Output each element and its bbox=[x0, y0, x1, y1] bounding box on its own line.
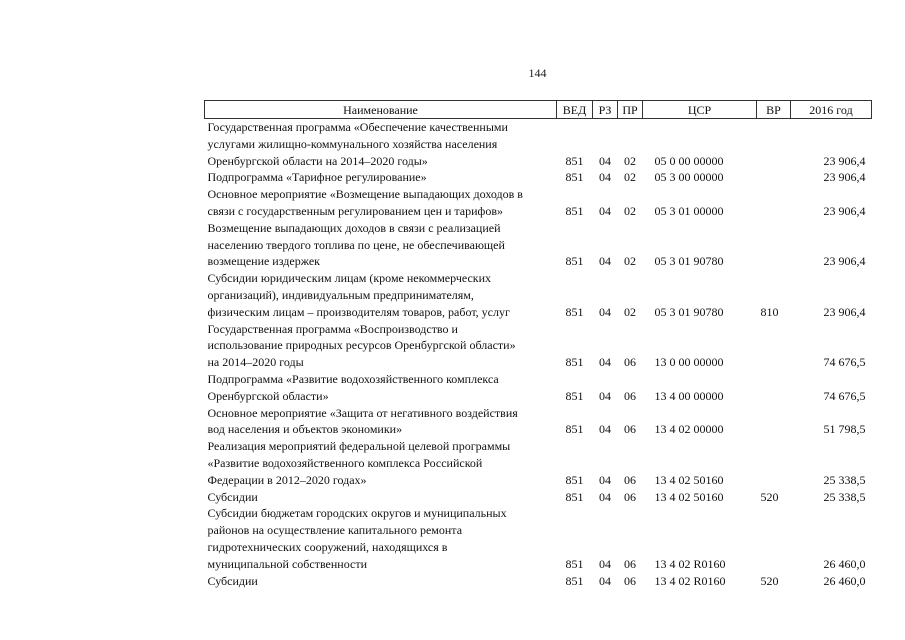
row-name-line: Основное мероприятие «Защита от негативного воздействия bbox=[207, 405, 518, 420]
header-year: 2016 год bbox=[791, 101, 872, 119]
row-ved: 851 bbox=[565, 254, 584, 269]
row-name-line: Государственная программа «Обеспечение качественными bbox=[207, 120, 508, 134]
row-vr bbox=[757, 119, 791, 170]
row-name-line: Реализация мероприятий федеральной целевой программы bbox=[207, 439, 511, 454]
row-name bbox=[205, 371, 557, 405]
row-pr: 06 bbox=[624, 472, 636, 487]
row-csr: 13 4 00 00000 bbox=[654, 388, 724, 403]
row-name-line: Оренбургской области» bbox=[207, 388, 329, 403]
row-name bbox=[205, 505, 557, 572]
row-name-line: Оренбургской области на 2014–2020 годы» bbox=[207, 153, 428, 168]
row-rz: 04 bbox=[599, 304, 611, 319]
table-body bbox=[205, 119, 872, 590]
table-row bbox=[205, 371, 872, 405]
table-header-row bbox=[205, 101, 872, 119]
row-vr bbox=[757, 169, 791, 186]
row-ved: 851 bbox=[565, 388, 584, 403]
row-name-line: услугами жилищно-коммунального хозяйства населения bbox=[207, 136, 498, 151]
row-name bbox=[205, 220, 557, 270]
row-ved: 851 bbox=[565, 472, 584, 487]
row-rz: 04 bbox=[599, 170, 611, 185]
row-vr: 520 bbox=[760, 573, 779, 588]
row-name bbox=[205, 405, 557, 439]
row-pr: 06 bbox=[624, 422, 636, 437]
row-name-line: возмещение издержек bbox=[207, 254, 320, 269]
row-csr: 13 4 02 50160 bbox=[654, 472, 724, 487]
row-rz: 04 bbox=[599, 388, 611, 403]
row-pr: 02 bbox=[624, 254, 636, 269]
row-vr bbox=[757, 371, 791, 405]
header-pr: ПР bbox=[618, 101, 643, 119]
table-row bbox=[205, 505, 872, 572]
row-rz: 04 bbox=[599, 573, 611, 588]
table-row bbox=[205, 438, 872, 488]
row-name-line: Основное мероприятие «Возмещение выпадающих доходов в bbox=[207, 187, 523, 202]
row-ved: 851 bbox=[565, 489, 584, 504]
row-pr: 02 bbox=[624, 170, 636, 185]
row-csr: 05 3 01 90780 bbox=[654, 304, 724, 319]
header-vr: ВР bbox=[757, 101, 791, 119]
row-name-line: Федерации в 2012–2020 годах» bbox=[207, 472, 367, 487]
row-vr bbox=[757, 438, 791, 488]
header-rz: РЗ bbox=[593, 101, 618, 119]
row-sum: 51 798,5 bbox=[823, 422, 866, 437]
row-pr: 02 bbox=[624, 153, 636, 168]
row-vr bbox=[757, 220, 791, 270]
row-name-line: Подпрограмма «Тарифное регулирование» bbox=[207, 170, 427, 185]
row-csr: 13 4 02 50160 bbox=[654, 489, 724, 504]
row-ved: 851 bbox=[565, 355, 584, 370]
table-row bbox=[205, 270, 872, 320]
row-vr: 810 bbox=[760, 304, 779, 319]
row-name-line: населению твердого топлива по цене, не обеспечивающей bbox=[207, 237, 505, 252]
row-name-line: физическим лицам – производителям товаров, работ, услуг bbox=[207, 304, 510, 319]
row-name-line: на 2014–2020 годы bbox=[207, 355, 304, 370]
row-name bbox=[205, 186, 557, 220]
row-sum: 23 906,4 bbox=[823, 254, 866, 269]
row-ved: 851 bbox=[565, 422, 584, 437]
row-csr: 05 0 00 00000 bbox=[654, 153, 724, 168]
row-name-line: Подпрограмма «Развитие водохозяйственного комплекса bbox=[207, 371, 499, 386]
row-csr: 13 4 02 R0160 bbox=[654, 556, 726, 571]
row-ved: 851 bbox=[565, 304, 584, 319]
row-ved: 851 bbox=[565, 203, 584, 218]
row-sum: 23 906,4 bbox=[823, 203, 866, 218]
row-name-line: связи с государственным регулированием цен и тарифов» bbox=[207, 203, 503, 218]
row-name-line: Государственная программа «Воспроизводство и bbox=[207, 321, 458, 336]
row-csr: 05 3 00 00000 bbox=[654, 170, 724, 185]
row-csr: 13 4 02 R0160 bbox=[654, 573, 726, 588]
row-name-line: Субсидии bbox=[207, 489, 258, 504]
row-sum: 74 676,5 bbox=[823, 388, 866, 403]
row-csr: 13 4 02 00000 bbox=[654, 422, 724, 437]
row-rz: 04 bbox=[599, 254, 611, 269]
table-row bbox=[205, 186, 872, 220]
row-vr bbox=[757, 405, 791, 439]
page-number: 144 bbox=[528, 66, 547, 80]
row-name bbox=[205, 119, 557, 170]
row-ved: 851 bbox=[565, 573, 584, 588]
table-header bbox=[205, 101, 872, 119]
row-rz: 04 bbox=[599, 489, 611, 504]
row-name-line: гидротехнических сооружений, находящихся в bbox=[207, 539, 448, 554]
row-csr: 05 3 01 00000 bbox=[654, 203, 724, 218]
row-vr: 520 bbox=[760, 489, 779, 504]
row-sum: 74 676,5 bbox=[823, 355, 866, 370]
header-name: Наименование bbox=[205, 101, 557, 119]
row-vr bbox=[757, 321, 791, 371]
row-name bbox=[205, 321, 557, 371]
table-row bbox=[205, 405, 872, 439]
table-row bbox=[205, 573, 872, 590]
row-pr: 06 bbox=[624, 489, 636, 504]
header-ved: ВЕД bbox=[557, 101, 593, 119]
row-pr: 06 bbox=[624, 556, 636, 571]
row-sum: 23 906,4 bbox=[823, 170, 866, 185]
table-row bbox=[205, 169, 872, 186]
header-csr: ЦСР bbox=[643, 101, 757, 119]
row-pr: 02 bbox=[624, 304, 636, 319]
row-rz: 04 bbox=[599, 153, 611, 168]
row-pr: 02 bbox=[624, 203, 636, 218]
row-name-line: Субсидии bbox=[207, 573, 258, 588]
row-name-line: Возмещение выпадающих доходов в связи с реализацией bbox=[207, 220, 501, 235]
row-name bbox=[205, 438, 557, 488]
row-name-line: организаций), индивидуальным предпринимателям, bbox=[207, 287, 474, 302]
row-sum: 25 338,5 bbox=[823, 472, 866, 487]
row-ved: 851 bbox=[565, 170, 584, 185]
table-row bbox=[205, 119, 872, 170]
table-row bbox=[205, 489, 872, 506]
row-sum: 23 906,4 bbox=[823, 304, 866, 319]
row-csr: 13 0 00 00000 bbox=[654, 355, 724, 370]
row-vr bbox=[757, 505, 791, 572]
row-sum: 25 338,5 bbox=[823, 489, 866, 504]
row-name-line: использование природных ресурсов Оренбургской области» bbox=[207, 338, 516, 353]
row-name-line: Субсидии бюджетам городских округов и муниципальных bbox=[207, 506, 507, 521]
row-name-line: вод населения и объектов экономики» bbox=[207, 422, 403, 437]
row-name-line: Субсидии юридическим лицам (кроме некоммерческих bbox=[207, 271, 492, 286]
budget-table bbox=[204, 100, 872, 589]
row-sum: 26 460,0 bbox=[823, 573, 866, 588]
row-rz: 04 bbox=[599, 556, 611, 571]
row-rz: 04 bbox=[599, 472, 611, 487]
table-row bbox=[205, 321, 872, 371]
row-pr: 06 bbox=[624, 573, 636, 588]
row-rz: 04 bbox=[599, 422, 611, 437]
row-vr bbox=[757, 186, 791, 220]
row-name bbox=[205, 489, 557, 506]
row-name bbox=[205, 573, 557, 590]
row-sum: 23 906,4 bbox=[823, 153, 866, 168]
row-name bbox=[205, 270, 557, 320]
row-rz: 04 bbox=[599, 355, 611, 370]
row-name bbox=[205, 169, 557, 186]
row-ved: 851 bbox=[565, 556, 584, 571]
row-pr: 06 bbox=[624, 388, 636, 403]
row-sum: 26 460,0 bbox=[823, 556, 866, 571]
row-csr: 05 3 01 90780 bbox=[654, 254, 724, 269]
table-row bbox=[205, 220, 872, 270]
row-rz: 04 bbox=[599, 203, 611, 218]
row-name-line: «Развитие водохозяйственного комплекса Российской bbox=[207, 455, 483, 470]
row-name-line: муниципальной собственности bbox=[207, 556, 367, 571]
row-ved: 851 bbox=[565, 153, 584, 168]
row-pr: 06 bbox=[624, 355, 636, 370]
row-name-line: районов на осуществление капитального ремонта bbox=[207, 523, 463, 538]
